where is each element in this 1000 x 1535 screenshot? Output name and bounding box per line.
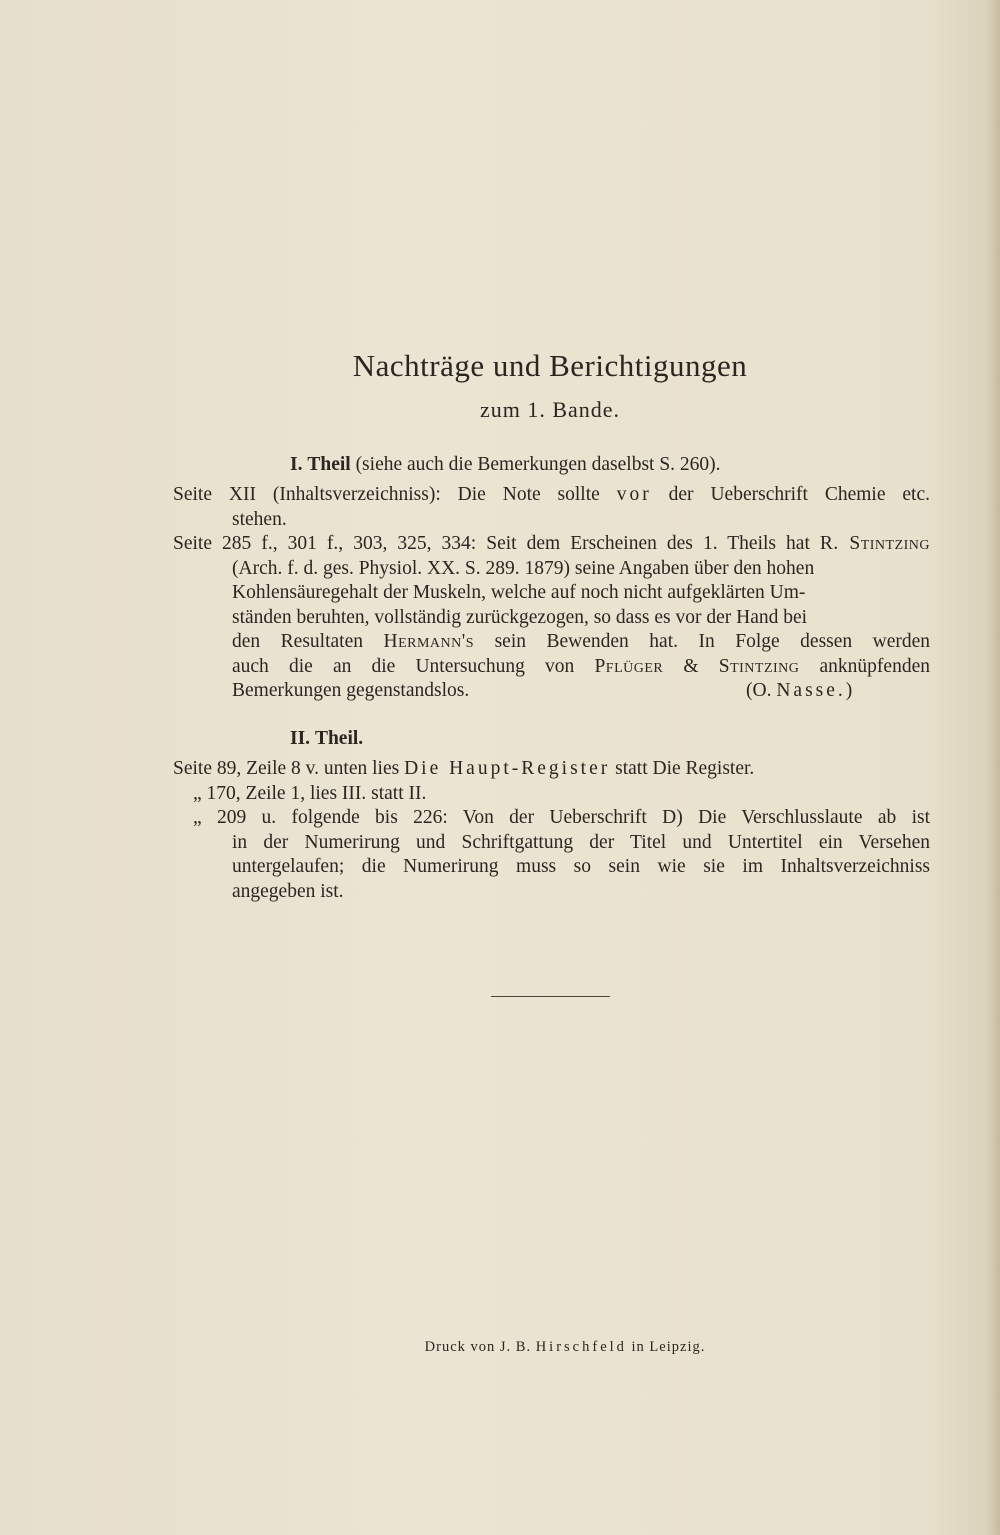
page-title: Nachträge und Berichtigungen bbox=[352, 348, 748, 383]
entry-text: Seite 285 f., 301 f., 303, 325, 334: Seit dem Erscheinen des 1. Theils hat bbox=[173, 533, 810, 554]
entry-line: angegeben ist. bbox=[232, 880, 344, 902]
signature-open: (O. bbox=[746, 680, 772, 701]
section-divider-rule bbox=[491, 996, 610, 997]
entry-line: ständen beruhten, vollständig zurückgezogen, so dass es vor der Hand bei bbox=[232, 606, 808, 628]
author-name: Stintzing bbox=[718, 655, 800, 677]
entry-line: in der Numerirung und Schriftgattung der Titel und Untertitel ein Versehen bbox=[232, 831, 930, 853]
ampersand: & bbox=[683, 655, 699, 677]
entry-text: anknüpfenden bbox=[819, 655, 930, 677]
entry-text: Seite XII (Inhaltsverzeichniss): Die Note sollte bbox=[173, 484, 600, 505]
entry-text: Seite 89, Zeile 8 v. unten lies bbox=[173, 758, 400, 779]
spaced-emphasis: Die Haupt-Register bbox=[404, 758, 611, 779]
part2-entry-3 bbox=[193, 806, 930, 904]
entry-line bbox=[173, 757, 930, 782]
entry-text: den Resultaten bbox=[232, 631, 363, 652]
part1-heading bbox=[290, 453, 721, 478]
signature bbox=[746, 679, 852, 704]
part1-entry-1 bbox=[173, 483, 930, 532]
entry-line bbox=[173, 630, 930, 655]
imprint-text: in Leipzig. bbox=[631, 1339, 706, 1355]
entry-line bbox=[173, 679, 930, 704]
entry-text: auch die an die Untersuchung von bbox=[232, 655, 575, 677]
author-name: R. Stintzing bbox=[819, 533, 931, 554]
author-name: Pflüger bbox=[594, 655, 664, 677]
part1-heading-note: (siehe auch die Bemerkungen daselbst S. 260). bbox=[355, 454, 721, 475]
part1-heading-num: I. bbox=[290, 454, 303, 475]
imprint-printer-name: Hirschfeld bbox=[535, 1339, 627, 1355]
author-name: Hermann's bbox=[383, 631, 475, 652]
entry-line: „ 209 u. folgende bis 226: Von der Ueberschrift D) Die Verschlusslaute ab ist bbox=[193, 807, 930, 828]
part2-heading bbox=[290, 727, 363, 752]
entry-line: (Arch. f. d. ges. Physiol. XX. S. 289. 1879) seine Angaben über den hohen bbox=[232, 557, 815, 579]
entry-line bbox=[173, 483, 930, 508]
printer-imprint bbox=[0, 1339, 1000, 1356]
imprint-text: Druck von J. B. bbox=[424, 1339, 532, 1355]
signature-close: ) bbox=[845, 680, 853, 701]
part1-entry-2 bbox=[173, 532, 930, 704]
entry-line: Kohlensäuregehalt der Muskeln, welche auf noch nicht aufgeklärten Um- bbox=[232, 582, 806, 603]
part2-entry-1 bbox=[173, 757, 930, 782]
part2-entry-2 bbox=[193, 782, 930, 807]
entry-line bbox=[173, 532, 930, 557]
signature-name: Nasse. bbox=[776, 680, 846, 701]
part2-heading-word: Theil. bbox=[314, 728, 364, 749]
entry-text: Bemerkungen gegenstandslos. bbox=[232, 680, 470, 701]
entry-line: stehen. bbox=[232, 508, 287, 530]
entry-text: der Ueberschrift Chemie etc. bbox=[668, 484, 931, 505]
entry-text: statt Die Register. bbox=[615, 758, 755, 779]
entry-text: sein Bewenden hat. In Folge dessen werden bbox=[494, 631, 931, 652]
entry-line bbox=[173, 655, 930, 680]
page-subtitle: zum 1. Bande. bbox=[479, 397, 621, 422]
entry-line: untergelaufen; die Numerirung muss so sein wie sie im Inhaltsverzeichniss bbox=[232, 856, 930, 877]
spaced-emphasis: vor bbox=[616, 484, 652, 505]
page-edge-shadow bbox=[986, 0, 1000, 1535]
entry-line: „ 170, Zeile 1, lies III. statt II. bbox=[193, 783, 427, 804]
part1-heading-word: Theil bbox=[307, 454, 351, 475]
part2-heading-num: II. bbox=[290, 728, 311, 749]
